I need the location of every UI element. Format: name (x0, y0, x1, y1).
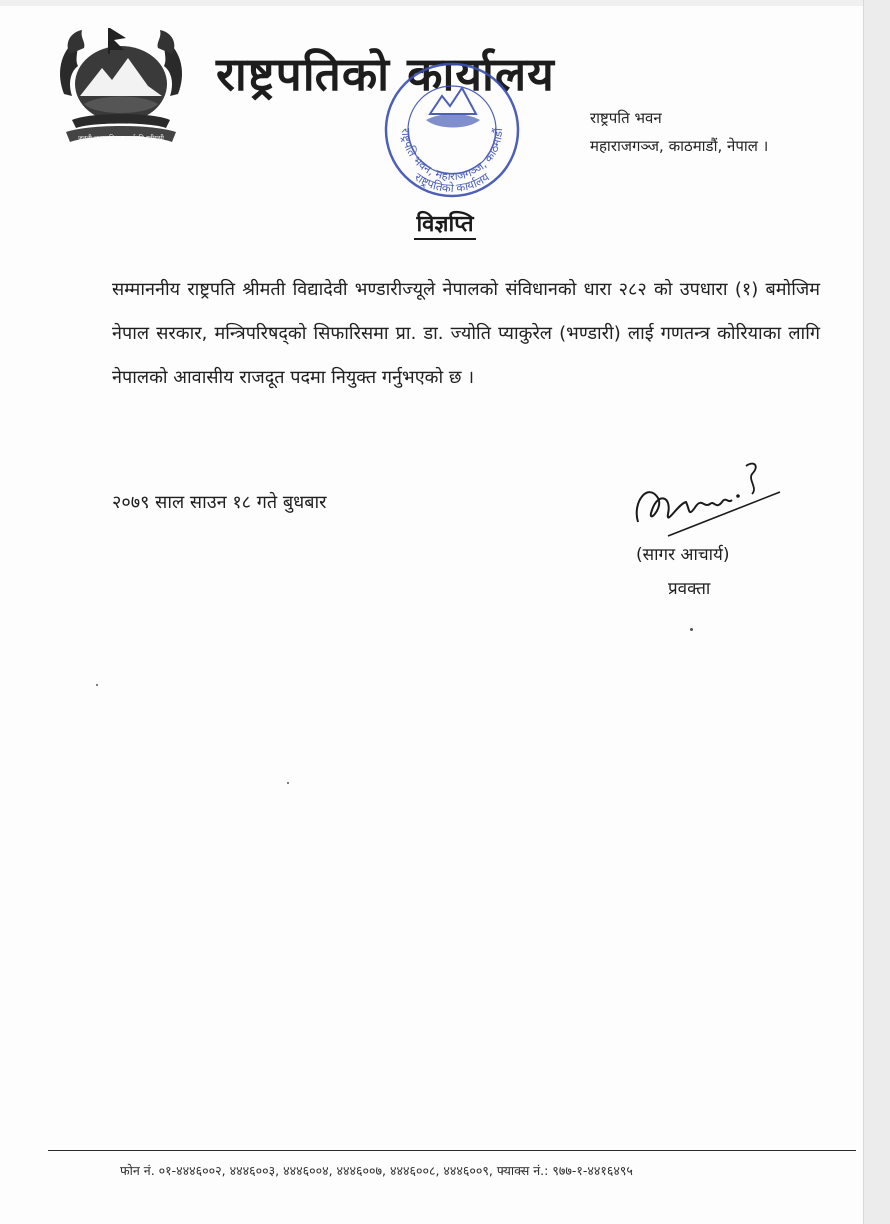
notice-title-text: विज्ञप्ति (414, 212, 475, 240)
office-address (590, 104, 768, 160)
office-title: राष्ट्रपतिको कार्यालय (216, 47, 555, 101)
address-line-1: राष्ट्रपति भवन (590, 109, 662, 127)
notice-date: २०७९ साल साउन १८ गते बुधबार (112, 492, 327, 513)
signatory-name: (सागर आचार्य) (636, 545, 730, 565)
scan-edge-right (863, 0, 890, 1224)
notice-body: सम्माननीय राष्ट्रपति श्रीमती विद्यादेवी भण्डारीज्यूले नेपालको संविधानको धारा २८२ को उपधारा (१) बमोजिम नेपाल सरकार, मन्त्रिपरिषद्को सिफारिसमा प्रा. डा. ज्योति प्याकुरेल (भण्डारी) लाई गणतन्त्र कोरियाका लागि नेपालको आवासीय राजदूत पदमा नियुक्त गर्नुभएको छ । (112, 279, 820, 388)
handwritten-signature (628, 452, 788, 552)
address-line-2: महाराजगञ्ज, काठमाडौं, नेपाल । (590, 137, 769, 155)
stamp-inner-text: राष्ट्रपति भवन, महाराजगञ्ज, काठमाडौं (398, 127, 506, 184)
scan-edge-top (0, 0, 890, 6)
official-stamp-icon (378, 56, 526, 204)
scan-speck (96, 684, 98, 686)
nepal-emblem-icon (50, 24, 192, 148)
stamp-outer-text: राष्ट्रपतिको कार्यालय (412, 169, 492, 196)
footer-contact: फोन नं. ०१-४४४६००२, ४४४६००३, ४४४६००४, ४४४६००७, ४४४६००८, ४४४६००९, फ्याक्स नं.: ९७७-१-४४१६४९५ (120, 1163, 633, 1178)
scan-speck (287, 782, 289, 784)
emblem-motto: जननी जन्मभूमिश्च स्वर्गादपि गरीयसी (78, 134, 164, 142)
signatory-title: प्रवक्ता (668, 579, 711, 599)
scan-speck (690, 628, 693, 631)
footer-divider (48, 1150, 856, 1151)
notice-title (0, 208, 890, 238)
